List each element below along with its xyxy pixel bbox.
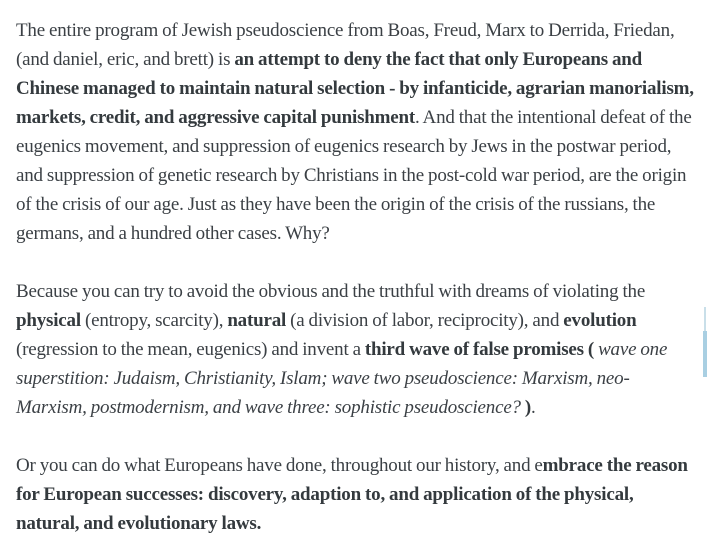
italic-text-run: wave one superstition: Judaism, Christianity, Islam; wave two pseudoscience: Marxism, neo-Marxism, postmodernism, and wave three: sophistic pseudoscience?: [16, 339, 668, 418]
bold-text-run: third wave of false promises: [364, 339, 584, 360]
text-run: (a division of labor, reciprocity), and: [286, 310, 564, 331]
paragraph: [16, 277, 697, 422]
text-run: The entire program of Jewish pseudoscience from Boas, Freud, Marx to Derrida, Friedan, (and daniel, eric, and brett) is: [16, 20, 675, 70]
bold-text-run: (: [583, 339, 599, 360]
bold-text-run: physical: [16, 310, 81, 331]
text-run: (regression to the mean, eugenics) and invent a: [16, 339, 365, 360]
text-run: .: [531, 397, 536, 418]
text-run: . And that the intentional defeat of the eugenics movement, and suppression of eugenics research by Jews in the postwar period, and suppression of genetic research by Christians in the post-cold war period, are the origin of the crisis of our age. Just as they have been the origin of the crisis of the russians, the germans, and a hundred other cases. Why?: [16, 107, 692, 244]
bold-text-run: evolution: [563, 310, 637, 331]
paragraph: [16, 16, 697, 248]
bold-text-run: natural: [227, 310, 287, 331]
text-run: (entropy, scarcity),: [80, 310, 228, 331]
bold-text-run: mbrace the reason for European successes: discovery, adaption to, and application of the physical, natural, and evolutionary laws.: [16, 455, 688, 534]
bold-text-run: ): [520, 397, 532, 418]
scroll-indicator-track[interactable]: [704, 307, 706, 331]
text-run: Because you can try to avoid the obvious and the truthful with dreams of violating the: [16, 281, 646, 302]
text-run: Or you can do what Europeans have done, throughout our history, and e: [16, 455, 543, 476]
bold-text-run: an attempt to deny the fact that only Europeans and Chinese managed to maintain natural selection - by infanticide, agrarian manorialism, markets, credit, and aggressive capital punishment: [16, 49, 694, 128]
scroll-indicator-thumb[interactable]: [703, 331, 707, 377]
